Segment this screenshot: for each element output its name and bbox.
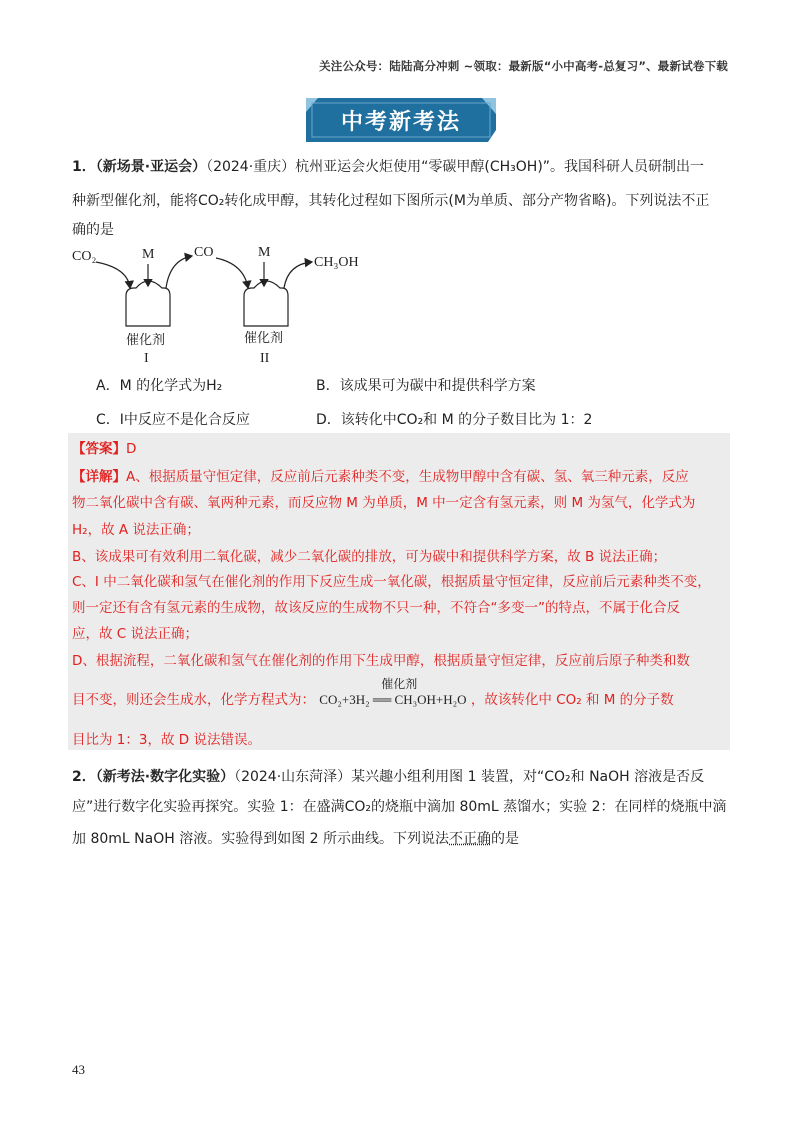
answer-label: 【答案】 <box>72 441 126 457</box>
catalyst-2-label: 催化剂 <box>244 331 284 346</box>
question-2-line-2: 应”进行数字化实验再探究。实验 1：在盛满CO₂的烧瓶中滴加 80mL 蒸馏水；实验 2：在同样的烧瓶中滴 <box>72 799 727 815</box>
question-2-line-1 <box>72 762 732 792</box>
question-2-text-pre: 加 80mL NaOH 溶液。实验得到如图 2 所示曲线。下列说法 <box>72 831 450 847</box>
page-number: 43 <box>72 1062 85 1077</box>
question-2-tag: （新考法·数字化实验） <box>95 769 235 785</box>
question-1-line-3: 确的是 <box>72 222 114 238</box>
conversion-diagram <box>66 238 386 368</box>
arrow-co2-in <box>96 262 130 288</box>
question-1-number: 1． <box>72 159 96 175</box>
equation-text: CO₂+3H₂ ══ CH₃OH+H₂O <box>319 692 467 707</box>
page-header: 关注公众号：陆陆高分冲刺 ~领取：最新版“小中高考-总复习”、最新试卷下载 <box>319 59 728 73</box>
question-1-line-1 <box>72 152 732 182</box>
catalyst-2-vessel <box>244 281 288 326</box>
question-1-tag: （新场景·亚运会） <box>95 159 207 175</box>
detail-text-1: A、根据质量守恒定律，反应前后元素种类不变，生成物甲醇中含有碳、氢、氧三种元素，反应 <box>126 469 689 485</box>
question-1-stem: （2024·重庆）杭州亚运会火炬使用“零碳甲醇(CH₃OH)”。我国科研人员研制出一 <box>206 159 705 175</box>
banner-title: 中考新考法 <box>340 110 461 135</box>
arrow-co-out <box>166 256 192 288</box>
chemical-equation <box>319 677 467 714</box>
question-2-stem: （2024·山东菏泽）某兴趣小组利用图 1 装置，对“CO₂和 NaOH 溶液是否反 <box>234 769 705 785</box>
question-2-number: 2． <box>72 769 96 785</box>
question-2-text-post: 的是 <box>491 831 520 847</box>
detail-line-1 <box>72 463 728 491</box>
diagram-m2-label: M <box>258 245 271 260</box>
detail-line-7: 应，故 C 说法正确； <box>72 626 199 642</box>
question-2-line-3 <box>72 824 732 854</box>
detail-line-8: D、根据流程，二氧化碳和氢气在催化剂的作用下生成甲醇，根据质量守恒定律，反应前后原子种类和数 <box>72 653 690 669</box>
detail-line-10: 目比为 1：3，故 D 说法错误。 <box>72 732 261 748</box>
catalyst-1-vessel <box>126 281 170 326</box>
roman-2-label: II <box>260 351 270 366</box>
detail-line-9 <box>72 677 728 714</box>
detail-label: 【详解】 <box>72 469 126 485</box>
answer-value: D <box>126 441 137 457</box>
diagram-co2-label: CO₂ <box>72 249 97 264</box>
option-c: C．Ⅰ中反应不是化合反应 <box>96 412 250 428</box>
detail-line-2: 物二氧化碳中含有碳、氧两种元素，而反应物 M 为单质，M 中一定含有氢元素，则 M 为氢气，化学式为 <box>72 495 696 511</box>
arrow-ch3oh-out <box>284 262 312 288</box>
question-2-emphasis: 不正确 <box>449 831 492 847</box>
detail-text-9-pre: 目不变，则还会生成水，化学方程式为： <box>72 692 315 708</box>
detail-line-3: H₂，故 A 说法正确； <box>72 522 200 538</box>
question-1-line-2: 种新型催化剂，能将CO₂转化成甲醇，其转化过程如下图所示(M为单质、部分产物省略)。下列说法不正 <box>72 193 710 209</box>
arrow-co-in <box>216 258 248 288</box>
option-b: B．该成果可为碳中和提供科学方案 <box>316 378 536 394</box>
diagram-ch3oh-label: CH₃OH <box>314 255 359 270</box>
detail-line-5: C、I 中二氧化碳和氢气在催化剂的作用下反应生成一氧化碳，根据质量守恒定律，反应前后元素种类不变， <box>72 574 711 590</box>
option-d: D．该转化中CO₂和 M 的分子数目比为 1：2 <box>316 412 593 428</box>
option-a: A．M 的化学式为H₂ <box>96 378 223 394</box>
section-banner <box>306 98 496 142</box>
answer-line <box>72 435 728 463</box>
detail-line-6: 则一定还有含有氢元素的生成物，故该反应的生成物不只一种，不符合“多变一”的特点，不属于化合反 <box>72 600 680 616</box>
catalyst-1-label: 催化剂 <box>126 333 166 348</box>
equation-condition: 催化剂 <box>381 677 418 691</box>
roman-1-label: I <box>144 351 149 366</box>
diagram-co-label: CO <box>194 245 214 260</box>
detail-line-4: B、该成果可有效利用二氧化碳，减少二氧化碳的排放，可为碳中和提供科学方案，故 B 说法正确； <box>72 549 667 565</box>
diagram-m1-label: M <box>142 247 155 262</box>
detail-text-9-post: ，故该转化中 CO₂ 和 M 的分子数 <box>470 692 674 708</box>
